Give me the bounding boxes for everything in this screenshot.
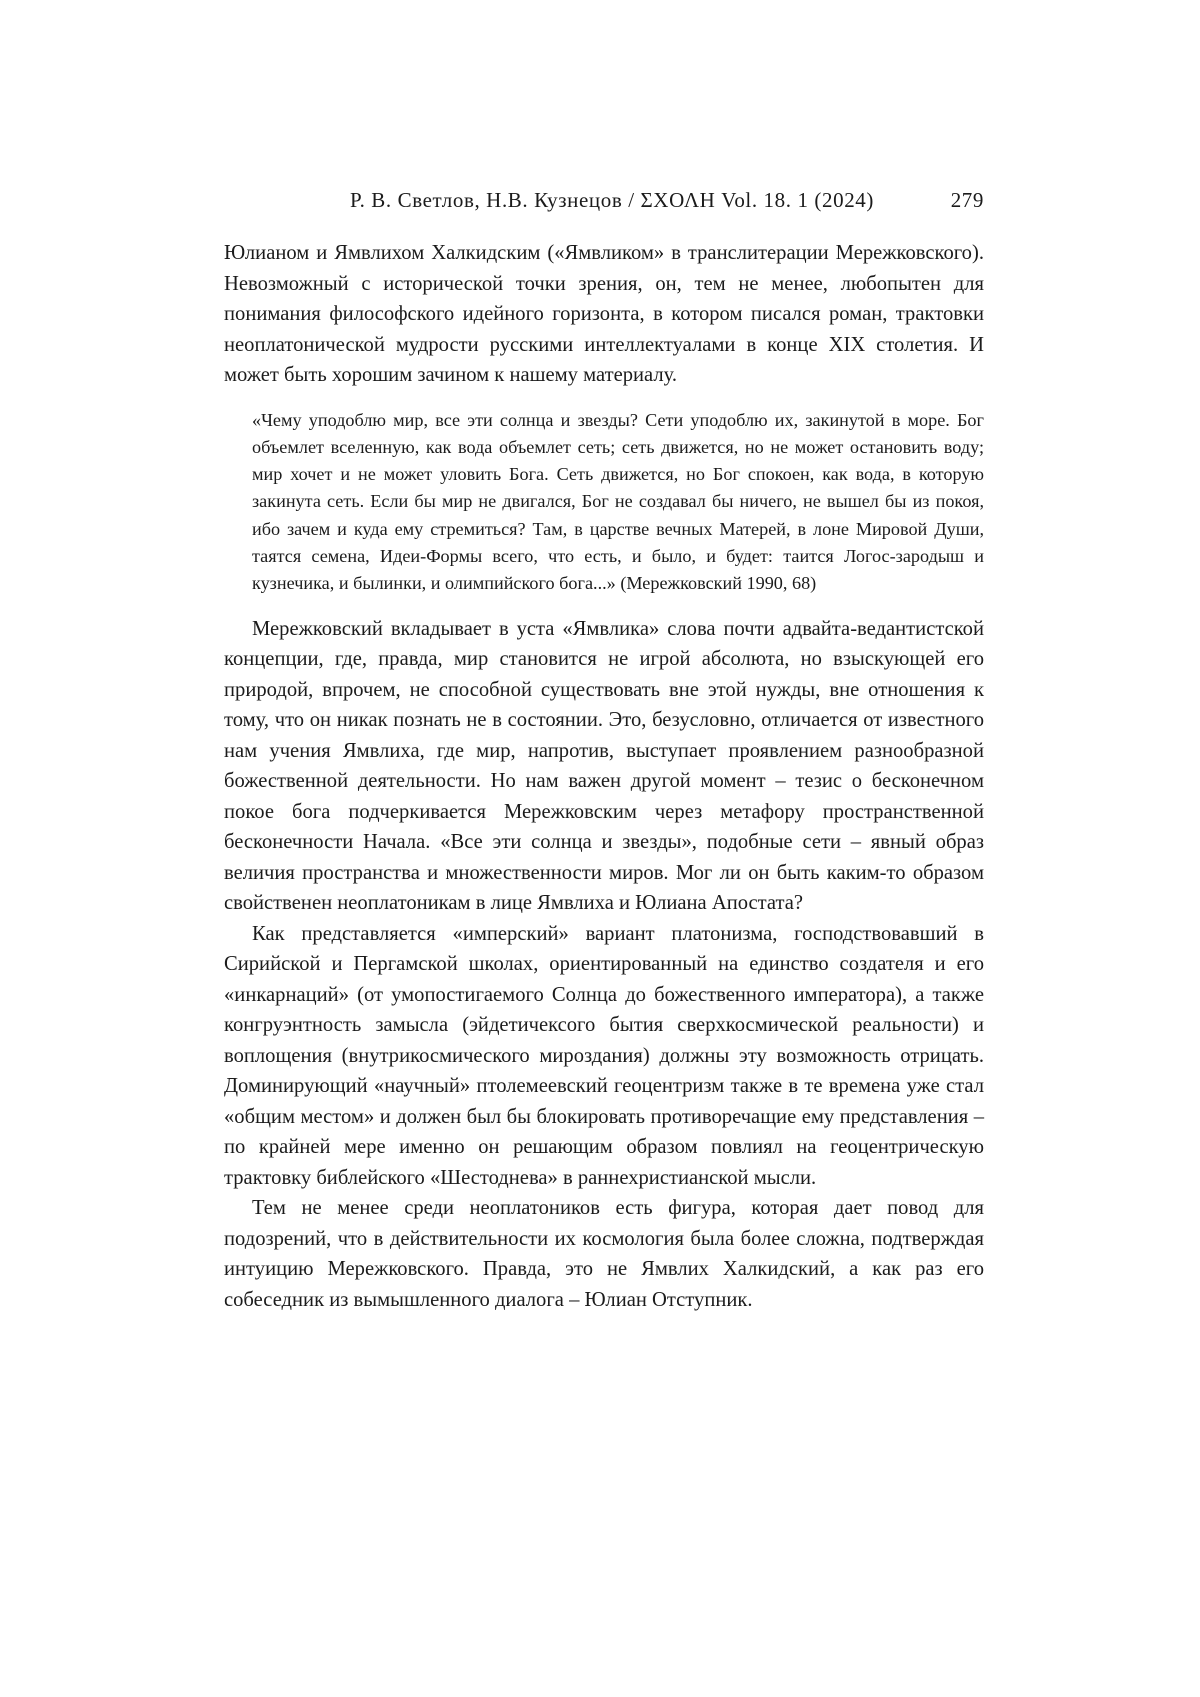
running-head-authors-journal: Р. В. Светлов, Н.В. Кузнецов / ΣΧΟΛΗ Vol. 18. 1 (2024) [349,188,874,212]
block-quote-text: «Чему уподоблю мир, все эти солнца и звезды? Сети уподоблю их, закинутой в море. Бог объемлет вселенную, как вода объемлет сеть; сеть движется, но не может остановить воду; мир хочет и не может уловить Бога. Сеть движется, но Бог спокоен, как вода, в которую закинута сеть. Если бы мир не двигался, Бог не создавал бы ничего, не вышел бы из покоя, ибо зачем и куда ему стремиться? Там, в царстве вечных Матерей, в лоне Мировой Души, таятся семена, Идеи-Формы всего, что есть, и было, и будет: таится Логос-зародыш и кузнечика, и былинки, и олимпийского бога...» (Мережковский 1990, 68) [252,409,984,594]
running-head [224,188,984,218]
paragraph: Тем не менее среди неоплатоников есть фигура, которая дает повод для подозрений, что в действительности их космология была более сложна, подтверждая интуицию Мережковского. Правда, это не Ямвлих Халкидский, а как раз его собеседник из вымышленного диалога – Юлиан Отступник. [224,1197,984,1311]
page-number: 279 [950,188,984,212]
body-text [224,238,984,1315]
block-quote [252,407,984,598]
paragraph: Как представляется «имперский» вариант платонизма, господствовавший в Сирийской и Пергамской школах, ориентированный на единство создателя и его «инкарнаций» (от умопостигаемого Солнца до божественного императора), а также конгруэнтность замысла (эйдетичексого бытия сверхкосмической реальности) и воплощения (внутрикосмического мироздания) должны эту возможность отрицать. Доминирующий «научный» птолемеевский геоцентризм также в те времена уже стал «общим местом» и должен был бы блокировать противоречащие ему представления – по крайней мере именно он решающим образом повлиял на геоцентрическую трактовку библейского «Шестоднева» в раннехристианской мысли. [224,922,984,1189]
paragraph-continued: Юлианом и Ямвлихом Халкидским («Ямвликом» в транслитерации Мережковского). Невозможный с исторической точки зрения, он, тем не менее, любопытен для понимания философского идейного горизонта, в котором писался роман, трактовки неоплатонической мудрости русскими интеллектуалами в конце XIX столетия. И может быть хорошим зачином к нашему материалу. [224,242,984,386]
paragraph: Мережковский вкладывает в уста «Ямвлика» слова почти адвайта-ведантистской концепции, где, правда, мир становится не игрой абсолюта, но взыскующей его природой, впрочем, не способной существовать вне этой нужды, вне отношения к тому, что он никак познать не в состоянии. Это, безусловно, отличается от известного нам учения Ямвлиха, где мир, напротив, выступает проявлением разнообразной божественной деятельности. Но нам важен другой момент – тезис о бесконечном покое бога подчеркивается Мережковским через метафору пространственной бесконечности Начала. «Все эти солнца и звезды», подобные сети – явный образ величия пространства и множественности миров. Мог ли он быть каким-то образом свойственен неоплатоникам в лице Ямвлиха и Юлиана Апостата? [224,617,984,915]
